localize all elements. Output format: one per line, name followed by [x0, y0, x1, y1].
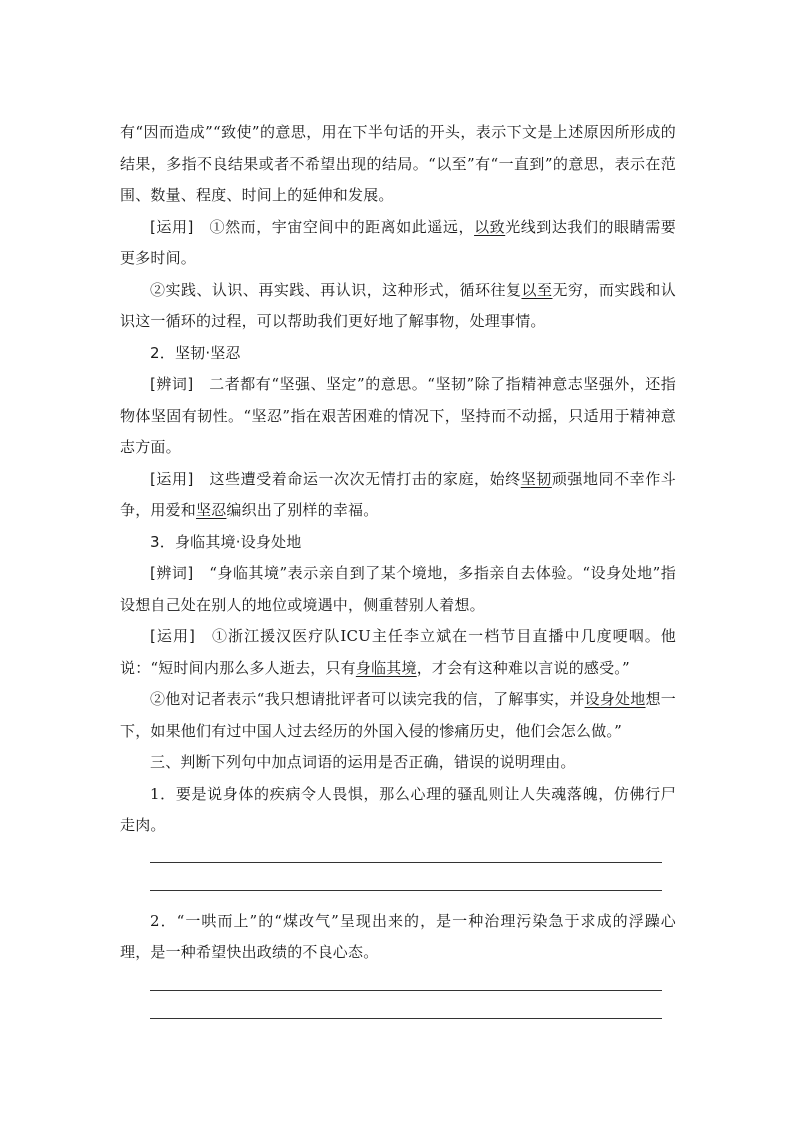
usage-text: ①浙江援汉医疗队ICU主任李立斌在一档节目直播中几度哽咽。他说：“短时间内那么多人逝去，只有 — [120, 627, 676, 677]
usage-text: 无穷，而实践和认识这一循环的过程，可以帮助我们更好地了解事物，处理事情。 — [120, 280, 676, 330]
usage-text: 这些遭受着命运一次次无情打击的家庭，始终 — [193, 469, 521, 488]
distinction-tag: [辨词] — [150, 564, 194, 582]
underlined-term: 以至 — [521, 280, 553, 299]
usage-text: 光线到达我们的眼睛需要更多时间。 — [120, 217, 676, 267]
item-3-title: 3．身临其境·设身处地 — [150, 532, 302, 551]
distinction-tag: [辨词] — [150, 375, 194, 393]
answer-area-2[interactable] — [120, 990, 676, 1019]
item-2-usage — [120, 464, 676, 527]
usage-text: ②实践、认识、再实践、再认识，这种形式，循环往复 — [150, 280, 522, 299]
item-2-distinction — [120, 369, 676, 464]
underlined-term: 坚忍 — [196, 501, 227, 519]
text-line: 所形成的结果，多指不良结果或者不希望出现的结局。“以至”有“一直到”的 — [120, 123, 676, 173]
usage-text: ，才会有这种难以言说的感受。” — [416, 658, 630, 677]
usage-text: 编织出了别样的幸福。 — [226, 501, 379, 519]
usage-example-2 — [120, 275, 676, 338]
usage-text: ②他对记者表示“我只想请批评者可以读完我的信，了解事实，并 — [150, 690, 585, 708]
question-2: 2．“一哄而上”的“煤改气”呈现出来的，是一种治理污染急于求成的浮躁心理，是一种希望快出政绩的不良心态。 — [120, 911, 676, 961]
item-3-usage-2 — [120, 684, 676, 747]
text-line: 意思，表示在范围、数量、程度、时间上的延伸和发展。 — [120, 154, 676, 204]
question-1: 1．要是说身体的疾病令人畏惧，那么心理的骚乱则让人失魂落魄，仿佛行尸走肉。 — [120, 784, 676, 834]
document-content — [120, 117, 676, 1019]
usage-example-1 — [120, 212, 676, 275]
paragraph-continuation — [120, 117, 676, 212]
section-3-title: 三、判断下列句中加点词语的运用是否正确，错误的说明理由。 — [150, 753, 576, 771]
answer-line — [150, 862, 662, 863]
usage-tag: [运用] — [150, 217, 194, 236]
distinction-text: “身临其境”表示亲自到了某个境地，多指亲自去体验。“设身处地”指设想自己处在别人的地位或境遇中，侧重替别人着想。 — [120, 564, 676, 614]
underlined-term: 坚韧 — [520, 469, 552, 488]
usage-text: ①然而，宇宙空间中的距离如此遥远， — [193, 217, 475, 236]
answer-line — [150, 990, 662, 991]
usage-text: 顽强地同不幸作斗争，用爱和 — [120, 469, 676, 519]
distinction-text: 二者都有“坚强、坚定”的意思。“坚韧”除了指精神意志坚强外，还指物体坚固有韧性。“坚忍”指在艰苦困难的情况下，坚持而不动摇，只适用于精神意志方面。 — [120, 375, 676, 456]
text-line: 有“因而造成”“致使”的意思，用在下半句话的开头，表示下文是上述原因 — [120, 123, 615, 141]
underlined-term: 以致 — [474, 217, 506, 236]
underlined-term: 设身处地 — [584, 690, 646, 708]
item-2-title: 2．坚韧·坚忍 — [150, 343, 241, 362]
item-3-distinction — [120, 558, 676, 621]
answer-line — [150, 1018, 662, 1019]
item-3-usage-1 — [120, 621, 676, 684]
answer-area-1[interactable] — [120, 862, 676, 891]
usage-tag: [运用] — [150, 469, 194, 488]
usage-tag: [运用] — [150, 627, 196, 645]
underlined-term: 身临其境 — [355, 658, 417, 677]
usage-text: 想一下，如果他们有过中国人过去经历的外国入侵的惨痛历史，他们会怎么做。” — [120, 690, 676, 740]
